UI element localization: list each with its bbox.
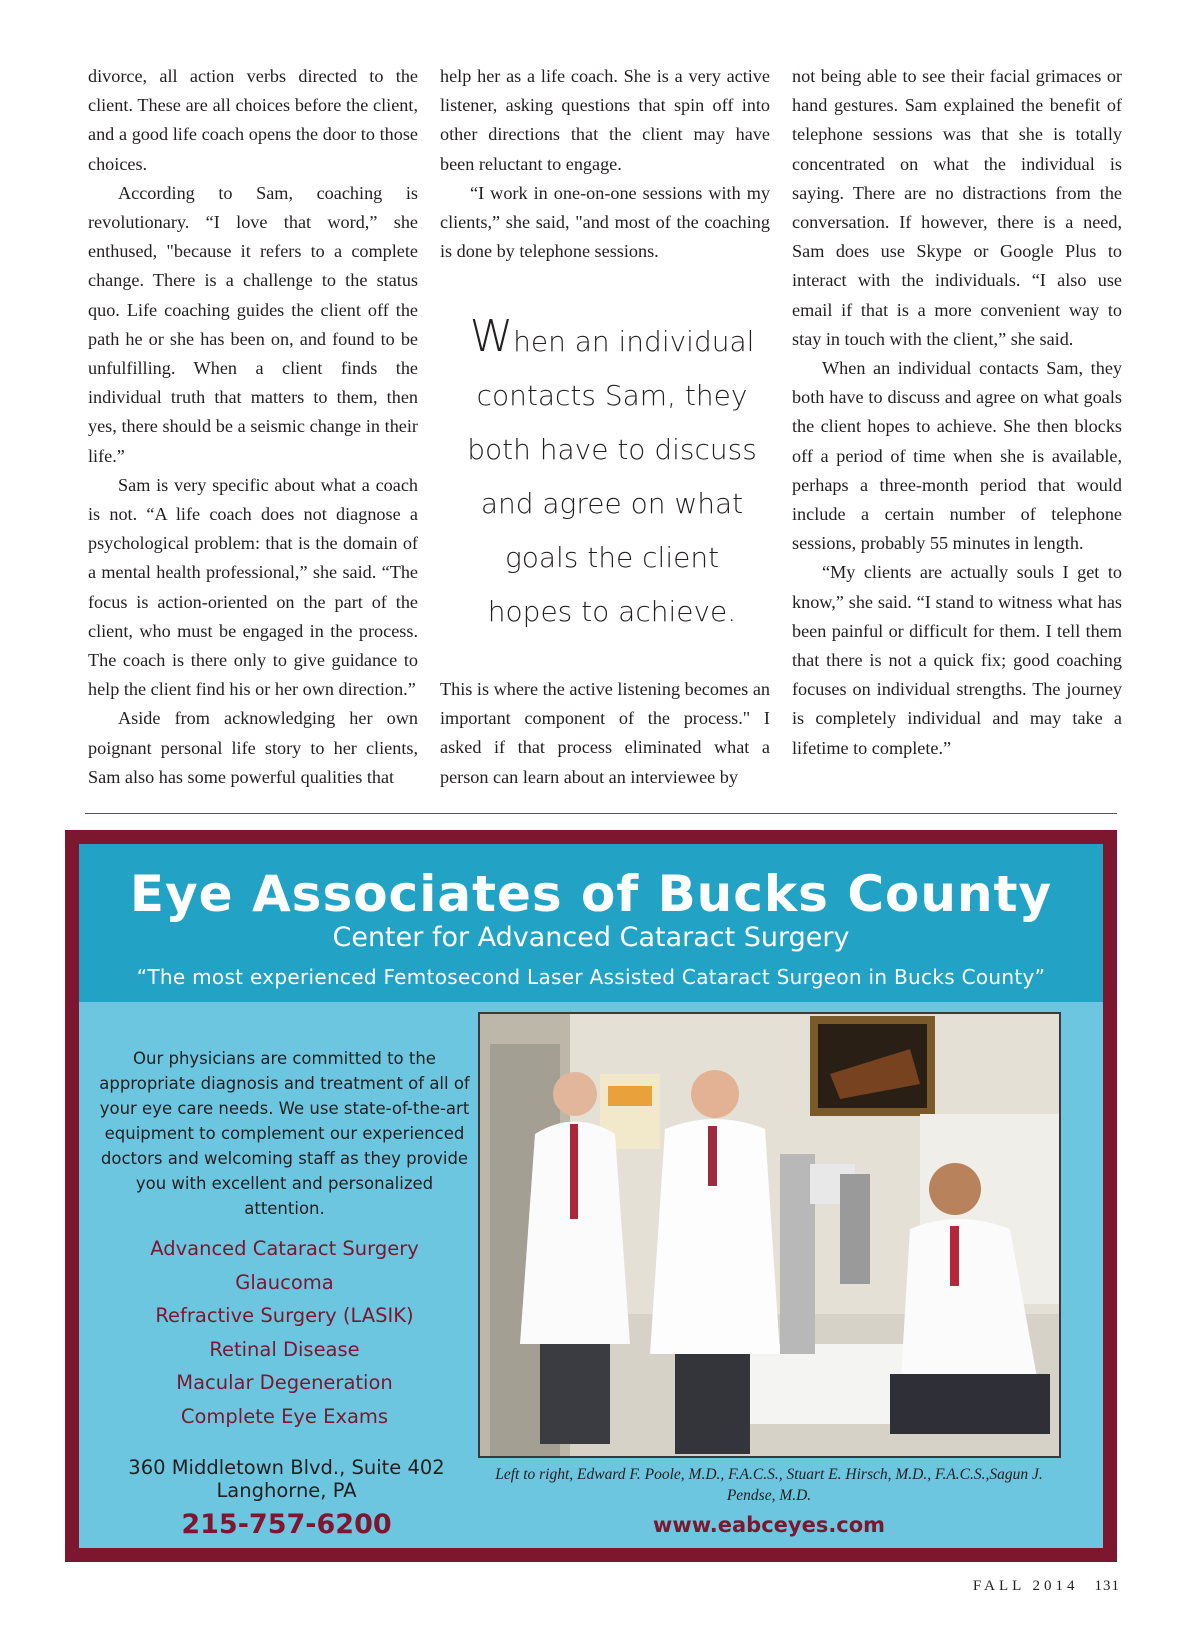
ad-website-link[interactable]: www.eabceyes.com: [652, 1513, 886, 1537]
article-paragraph: According to Sam, coaching is revolutionary. “I love that word,” she enthused, "because it refers to a complete change. There is a challenge to the status quo. Life coaching guides the client off the path he or she has been on, and found to be unfulfilling. When a client finds the individual truth that matters to them, then yes, there should be a seismic change in their life.”: [88, 182, 418, 466]
ad-tagline: “The most experienced Femtosecond Laser Assisted Cataract Surgeon in Bucks County”: [136, 965, 1046, 989]
issue-season: FALL 2014: [972, 1578, 1079, 1594]
article-paragraph: “I work in one-on-one sessions with my clients,” she said, "and most of the coaching is done by telephone sessions.: [440, 182, 770, 262]
page-number: 131: [1094, 1578, 1120, 1594]
doctors-photo: [478, 1012, 1061, 1458]
section-divider: [85, 813, 1117, 814]
service-item: Macular Degeneration: [176, 1371, 393, 1394]
article-paragraph: not being able to see their facial grimaces or hand gestures. Sam explained the benefit of telephone sessions was that she is totally concentrated on what the individual is saying. There are no distractions from the conversation. If however, there is a need, Sam does use Skype or Google Plus to interact with the individuals. “I also use email if that is a more convenient way to stay in touch with the client,” she said.: [792, 66, 1122, 349]
ad-description: Our physicians are committed to the appropriate diagnosis and treatment of all of your eye care needs. We use state-of-the-art equipment to complement our experienced doctors and welcoming staff as they provide you with excellent and personalized attention.: [99, 1049, 470, 1218]
pull-quote-text: hen an individual contacts Sam, they both have to discuss and agree on what goals the client hopes to achieve.: [467, 325, 757, 628]
article-paragraph: Sam is very specific about what a coach is not. “A life coach does not diagnose a psychological problem: that is the domain of a mental health professional,” she said. “The focus is action-oriented on the part of the client, who must be engaged in the process. The coach is there only to give guidance to help the client find his or her own direction.”: [88, 474, 418, 700]
photo-caption: Left to right, Edward F. Poole, M.D., F.A.C.S., Stuart E. Hirsch, M.D., F.A.C.S.,Sagun J. Pendse, M.D.: [495, 1466, 1043, 1504]
ad-title: Eye Associates of Bucks County: [129, 865, 1053, 923]
pull-quote-initial: W: [469, 311, 514, 362]
service-item: Retinal Disease: [209, 1337, 360, 1361]
article-column-2-continued: [440, 675, 770, 792]
pull-quote: [462, 310, 762, 639]
article-paragraph: “My clients are actually souls I get to know,” she said. “I stand to witness what has been painful or difficult for them. I tell them that there is not a quick fix; good coaching focuses on individual strengths. The journey is completely individual and may take a lifetime to complete.”: [792, 562, 1122, 758]
services-list: [97, 1232, 472, 1433]
service-item: Complete Eye Exams: [180, 1404, 389, 1428]
article-paragraph: divorce, all action verbs directed to the client. These are all choices before the client, and a good life coach opens the door to those choices.: [88, 66, 418, 174]
advertisement: [65, 830, 1117, 1562]
service-item: Refractive Surgery (LASIK): [155, 1304, 414, 1327]
article-column-1: [88, 62, 418, 792]
article-paragraph: When an individual contacts Sam, they both have to discuss and agree on what goals the client hopes to achieve. She then blocks off a period of time when she is available, perhaps a three-month period that would include a certain number of telephone sessions, probably 55 minutes in length.: [792, 358, 1122, 554]
ad-phone-number[interactable]: 215-757-6200: [181, 1509, 392, 1540]
article-paragraph: Aside from acknowledging her own poignant personal life story to her clients, Sam also has some powerful qualities that: [88, 708, 418, 787]
page-footer: [973, 1578, 1120, 1595]
ad-banner: [79, 844, 1103, 1002]
article-column-3: [792, 62, 1122, 763]
address-street: 360 Middletown Blvd., Suite 402: [128, 1456, 445, 1479]
ad-address: [89, 1456, 484, 1502]
ad-panel: [79, 844, 1103, 1548]
address-city: Langhorne, PA: [216, 1479, 357, 1502]
article-paragraph: help her as a life coach. She is a very active listener, asking questions that spin off into other directions that the client may have been reluctant to engage.: [440, 66, 770, 174]
ad-subtitle: Center for Advanced Cataract Surgery: [332, 922, 850, 953]
service-item: Advanced Cataract Surgery: [150, 1237, 419, 1260]
article-column-2: [440, 62, 770, 266]
article-paragraph: This is where the active listening becomes an important component of the process." I asked if that process eliminated what a person can learn about an interviewee by: [440, 679, 770, 787]
service-item: Glaucoma: [235, 1270, 334, 1294]
